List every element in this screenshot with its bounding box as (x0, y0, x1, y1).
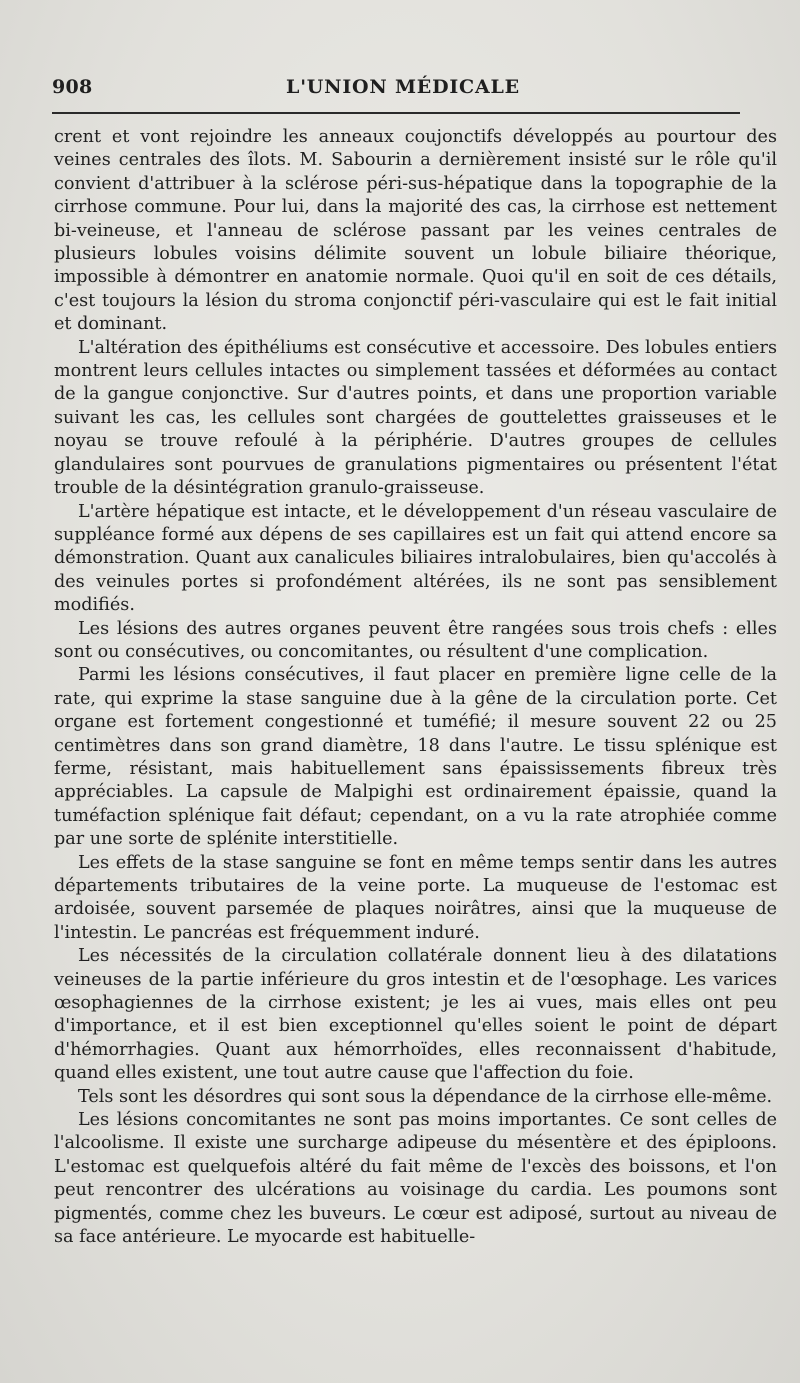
body-text (54, 126, 777, 1250)
paragraph: Les lésions des autres organes peuvent être rangées sous trois chefs : elles sont ou consécutives, ou concomitantes, ou résultent d'une complication. (54, 618, 777, 662)
header-rule (52, 112, 740, 114)
page-number: 908 (52, 76, 93, 98)
running-title: L'UNION MÉDICALE (286, 76, 520, 98)
paragraph: Parmi les lésions consécutives, il faut placer en première ligne celle de la rate, qui exprime la stase sanguine due à la gêne de la circulation porte. Cet organe est fortement congestionné et tuméfié; il mesure souvent 22 ou 25 centimètres dans son grand diamètre, 18 dans l'autre. Le tissu splénique est ferme, résistant, mais habituellement sans épaississements fibreux très appréciables. La capsule de Malpighi est ordinairement épaissie, quand la tuméfaction splénique fait défaut; cependant, on a vu la rate atrophiée comme par une sorte de splénite interstitielle. (54, 665, 777, 850)
paragraph: Les nécessités de la circulation collatérale donnent lieu à des dilatations veineuses de la partie inférieure du gros intestin et de l'œsophage. Les varices œsophagiennes de la cirrhose existent; je les ai vues, mais elles ont peu d'importance, et il est bien exceptionnel qu'elles soient le point de départ d'hémorrhagies. Quant aux hémorrhoïdes, elles reconnaissent d'habitude, quand elles existent, une tout autre cause que l'affection du foie. (54, 946, 777, 1084)
paragraph: Les lésions concomitantes ne sont pas moins importantes. Ce sont celles de l'alcoolisme. Il existe une surcharge adipeuse du mésentère et des épiploons. L'estomac est quelquefois altéré du fait même de l'excès des boissons, et l'on peut rencontrer des ulcérations au voisinage du cardia. Les poumons sont pigmentés, comme chez les buveurs. Le cœur est adiposé, surtout au niveau de sa face antérieure. Le myocarde est habituelle- (54, 1110, 777, 1248)
paragraph: Les effets de la stase sanguine se font en même temps sentir dans les autres départements tributaires de la veine porte. La muqueuse de l'estomac est ardoisée, souvent parsemée de plaques noirâtres, ainsi que la muqueuse de l'intestin. Le pancréas est fréquemment induré. (54, 852, 777, 943)
paragraph: L'artère hépatique est intacte, et le développement d'un réseau vasculaire de suppléance formé aux dépens de ses capillaires est un fait qui attend encore sa démonstration. Quant aux canalicules biliaires intralobulaires, bien qu'accolés à des veinules portes si profondément altérées, ils ne sont pas sensiblement modifiés. (54, 501, 777, 616)
paragraph: Tels sont les désordres qui sont sous la dépendance de la cirrhose elle-même. (78, 1086, 773, 1107)
page-header (52, 74, 754, 104)
paragraph: L'altération des épithéliums est consécutive et accessoire. Des lobules entiers montrent leurs cellules intactes ou simplement tassées et déformées au contact de la gangue conjonctive. Sur d'autres points, et dans une proportion variable suivant les cas, les cellules sont chargées de gouttelettes graisseuses et le noyau se trouve refoulé à la périphérie. D'autres groupes de cellules glandulaires sont pourvues de granulations pigmentaires ou présentent l'état trouble de la désintégration granulo-graisseuse. (54, 337, 777, 499)
paragraph: crent et vont rejoindre les anneaux coujonctifs développés au pourtour des veines centrales des îlots. M. Sabourin a dernièrement insisté sur le rôle qu'il convient d'attribuer à la sclérose péri-sus-hépatique dans la topographie de la cirrhose commune. Pour lui, dans la majorité des cas, la cirrhose est nettement bi-veineuse, et l'anneau de sclérose passant par les veines centrales de plusieurs lobules voisins délimite souvent un lobule biliaire théorique, impossible à démontrer en anatomie normale. Quoi qu'il en soit de ces détails, c'est toujours la lésion du stroma conjonctif péri-vasculaire qui est le fait initial et dominant. (54, 127, 777, 335)
